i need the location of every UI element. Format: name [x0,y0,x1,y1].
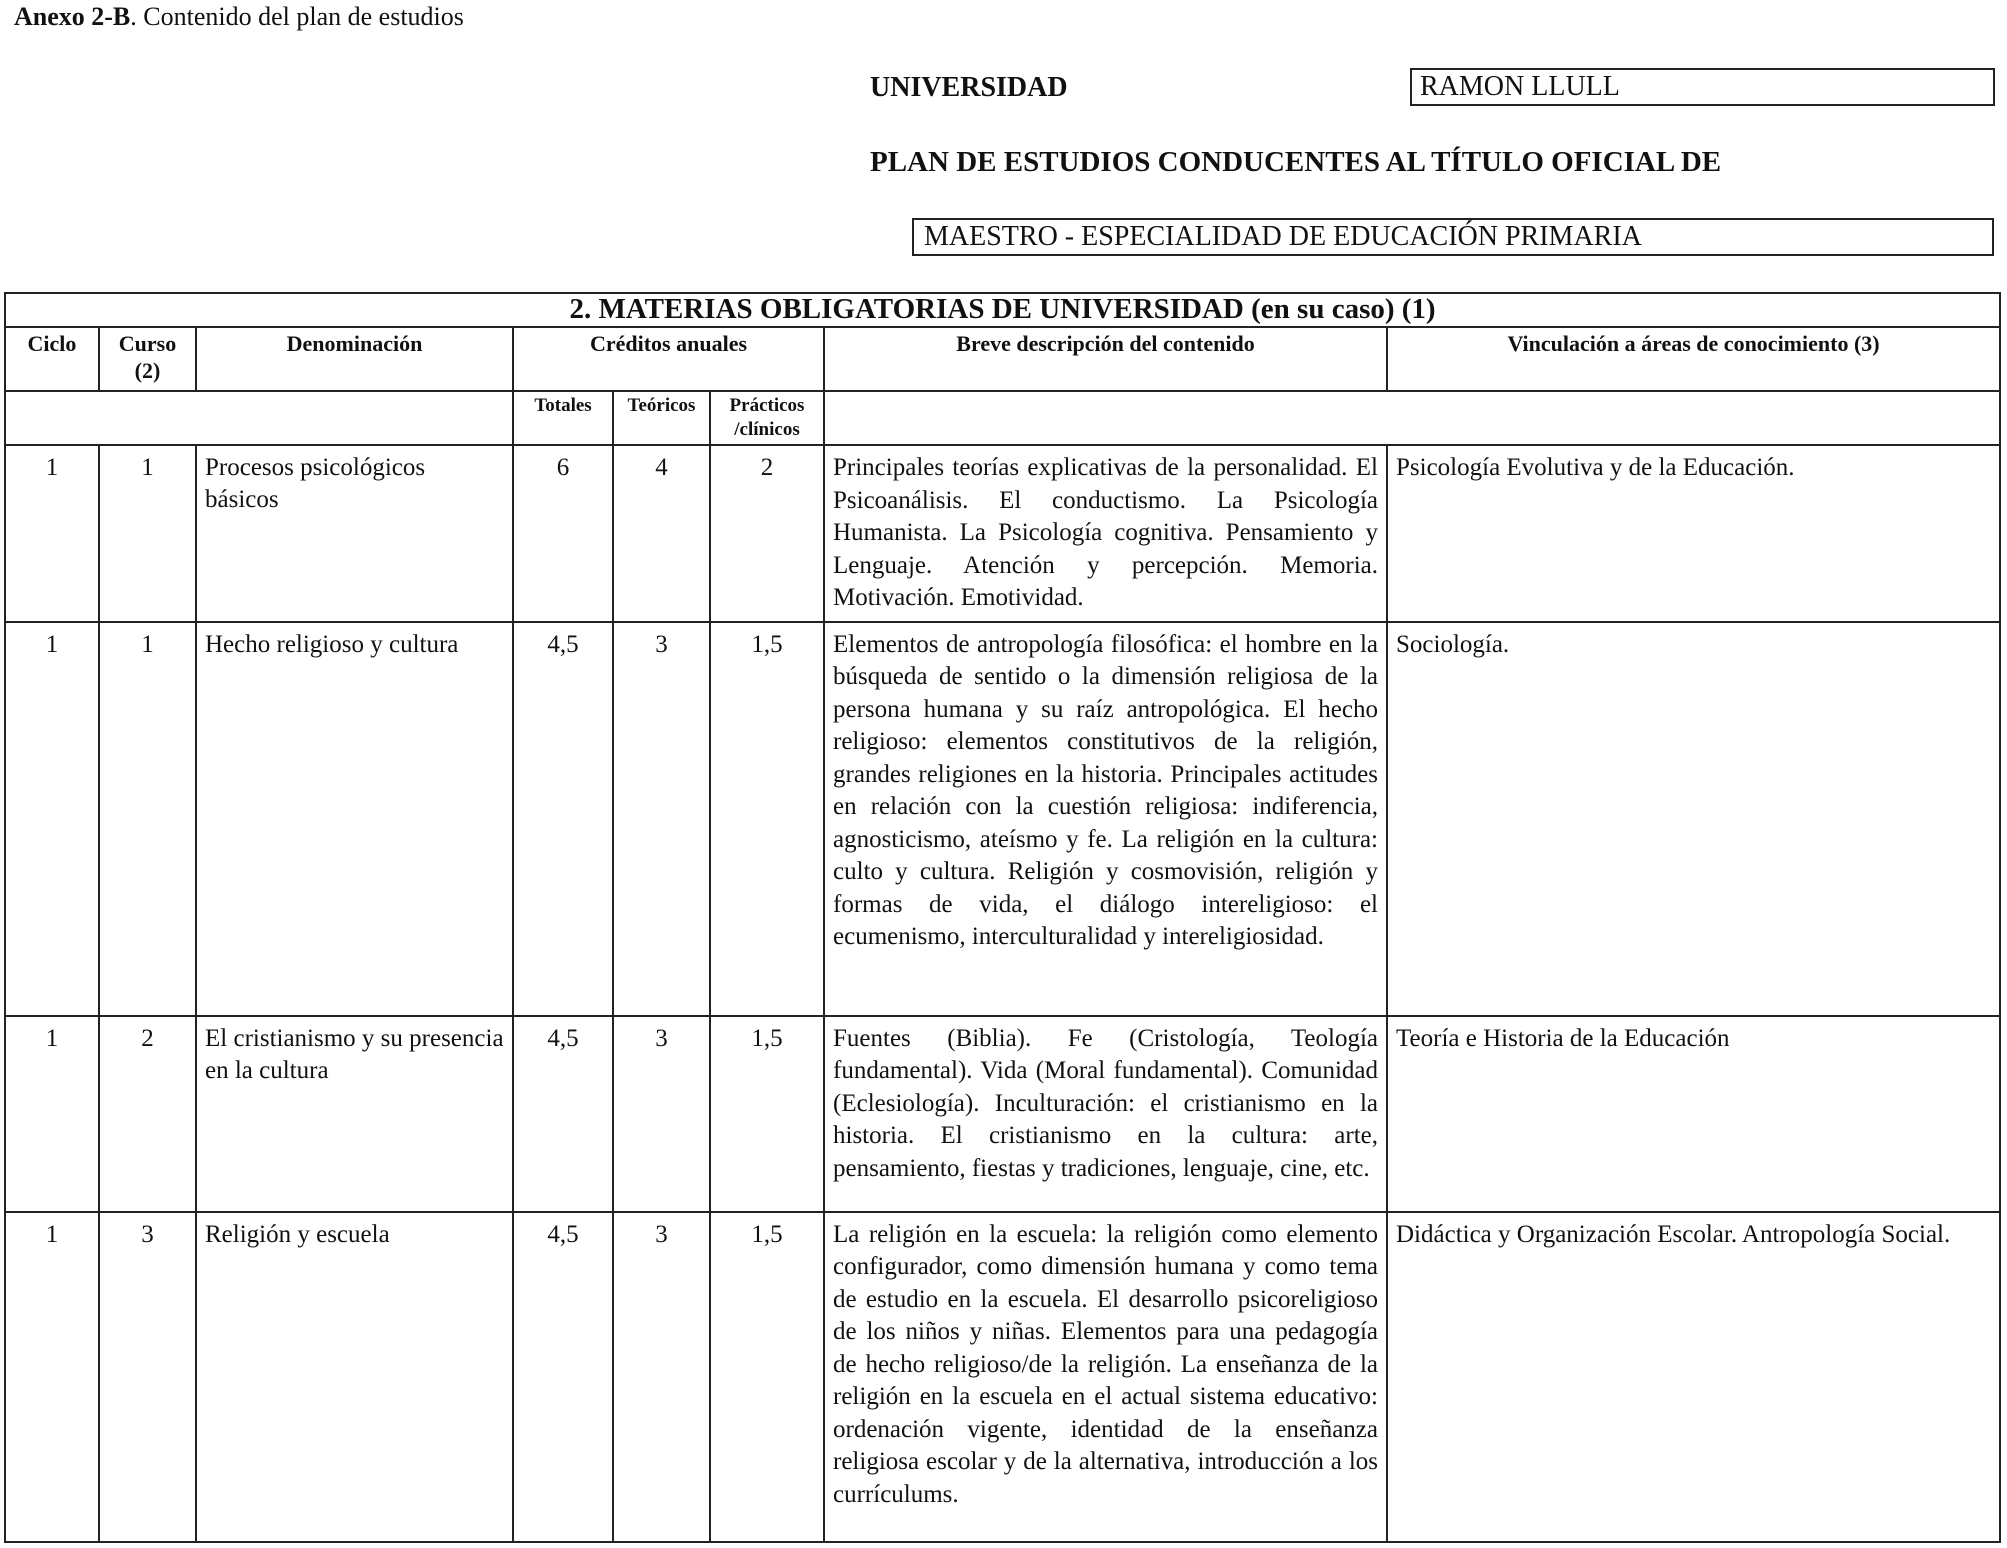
header-totales: Totales [513,391,613,445]
cell-denominacion: Religión y escuela [196,1212,513,1542]
annex-text: . Contenido del plan de estudios [130,2,464,31]
cell-teoricos: 3 [613,1212,710,1542]
cell-practicos: 1,5 [710,622,824,1016]
annex-heading [14,2,464,32]
annex-label: Anexo 2-B [14,2,131,31]
degree-field: MAESTRO - ESPECIALIDAD DE EDUCACIÓN PRIMARIA [912,218,1994,256]
cell-totales: 6 [513,445,613,622]
cell-vinculacion: Didáctica y Organización Escolar. Antropología Social. [1387,1212,2000,1542]
university-name-field: RAMON LLULL [1410,68,1995,106]
cell-ciclo: 1 [5,1016,99,1212]
plan-title: PLAN DE ESTUDIOS CONDUCENTES AL TÍTULO OFICIAL DE [870,146,1722,178]
header-blank [5,391,513,445]
cell-practicos: 1,5 [710,1016,824,1212]
table-row [5,1212,2000,1542]
cell-curso: 1 [99,445,196,622]
cell-descripcion: Principales teorías explicativas de la personalidad. El Psicoanálisis. El conductismo. La Psicología Humanista. La Psicología cognitiva. Pensamiento y Lenguaje. Atención y percepción. Memoria. Motivación. Emotividad. [824,445,1387,622]
cell-curso: 3 [99,1212,196,1542]
header-teoricos: Teóricos [613,391,710,445]
header-practicos: Prácticos /clínicos [710,391,824,445]
cell-curso: 1 [99,622,196,1016]
cell-denominacion: Procesos psicológicos básicos [196,445,513,622]
cell-vinculacion: Psicología Evolutiva y de la Educación. [1387,445,2000,622]
table-row [5,1016,2000,1212]
cell-curso: 2 [99,1016,196,1212]
cell-denominacion: El cristianismo y su presencia en la cultura [196,1016,513,1212]
header-curso: Curso (2) [99,327,196,391]
university-label: UNIVERSIDAD [870,72,1068,103]
cell-totales: 4,5 [513,1016,613,1212]
cell-vinculacion: Teoría e Historia de la Educación [1387,1016,2000,1212]
cell-descripcion: La religión en la escuela: la religión como elemento configurador, como dimensión humana y como tema de estudio en la escuela. El desarrollo psicoreligioso de los niños y niñas. Elementos para una pedagogía de hecho religioso/de la religión. La enseñanza de la religión en la escuela en el actual sistema educativo: ordenación vigente, identidad de la enseñanza religiosa escolar y de la alternativa, introducción a los currículums. [824,1212,1387,1542]
header-blank-right [824,391,2000,445]
cell-totales: 4,5 [513,1212,613,1542]
header-creditos: Créditos anuales [513,327,824,391]
header-ciclo: Ciclo [5,327,99,391]
cell-teoricos: 3 [613,622,710,1016]
cell-teoricos: 4 [613,445,710,622]
cell-ciclo: 1 [5,1212,99,1542]
cell-practicos: 2 [710,445,824,622]
cell-vinculacion: Sociología. [1387,622,2000,1016]
cell-totales: 4,5 [513,622,613,1016]
table-row [5,445,2000,622]
cell-descripcion: Fuentes (Biblia). Fe (Cristología, Teología fundamental). Vida (Moral fundamental). Comunidad (Eclesiología). Inculturación: el cristianismo en la historia. El cristianismo en la cultura: arte, pensamiento, fiestas y tradiciones, lenguaje, cine, etc. [824,1016,1387,1212]
cell-teoricos: 3 [613,1016,710,1212]
cell-denominacion: Hecho religioso y cultura [196,622,513,1016]
table-row [5,622,2000,1016]
cell-practicos: 1,5 [710,1212,824,1542]
header-vinculacion: Vinculación a áreas de conocimiento (3) [1387,327,2000,391]
header-denominacion: Denominación [196,327,513,391]
table-title: 2. MATERIAS OBLIGATORIAS DE UNIVERSIDAD (en su caso) (1) [5,293,2000,327]
cell-ciclo: 1 [5,445,99,622]
subjects-table [4,292,2001,1543]
cell-ciclo: 1 [5,622,99,1016]
header-descripcion: Breve descripción del contenido [824,327,1387,391]
cell-descripcion: Elementos de antropología filosófica: el hombre en la búsqueda de sentido o la dimensión religiosa de la persona humana y su raíz antropológica. El hecho religioso: elementos constitutivos de la religión, grandes religiones en la historia. Principales actitudes en relación con la cuestión religiosa: indiferencia, agnosticismo, ateísmo y fe. La religión en la cultura: culto y cultura. Religión y cosmovisión, religión y formas de vida, el diálogo intereligioso: el ecumenismo, interculturalidad y intereligiosidad. [824,622,1387,1016]
